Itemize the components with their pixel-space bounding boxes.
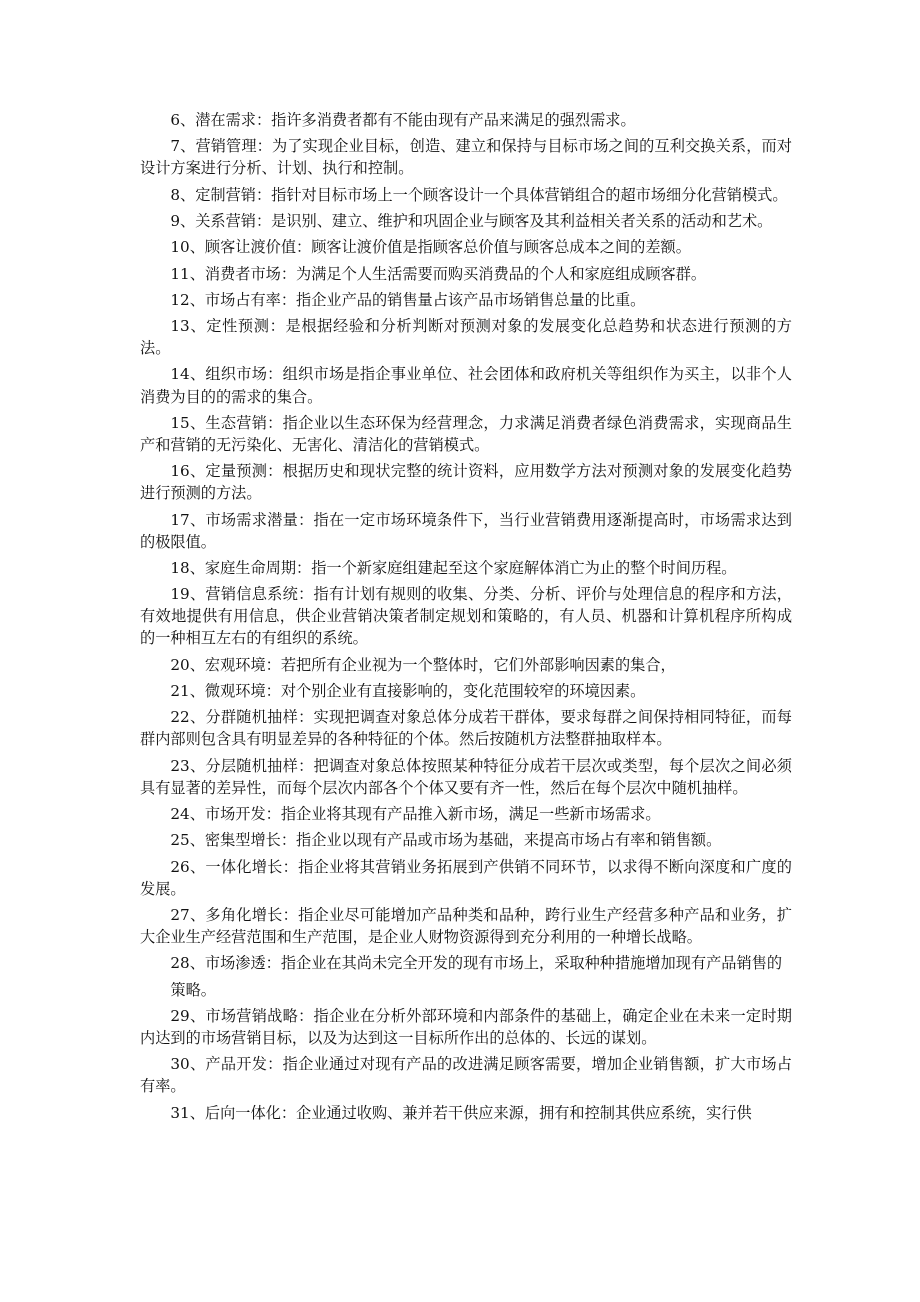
paragraph-28-continued: 策略。 [170,980,216,999]
paragraph-19: 19、营销信息系统：指有计划有规则的收集、分类、分析、评价与处理信息的程序和方法，有效地提供有用信息，供企业营销决策者制定规划和策略的，有人员、机器和计算机程序所构成的一种相互左右的有组织的系统。 [140,585,792,648]
paragraph-7: 7、营销管理：为了实现企业目标，创造、建立和保持与目标市场之间的互利交换关系，而对设计方案进行分析、计划、执行和控制。 [140,137,792,178]
paragraph-18: 18、家庭生命周期：指一个新家庭组建起至这个家庭解体消亡为止的整个时间历程。 [170,558,737,577]
paragraph-17: 17、市场需求潜量：指在一定市场环境条件下，当行业营销费用逐渐提高时，市场需求达到的极限值。 [140,510,792,551]
paragraph-15: 15、生态营销：指企业以生态环保为经营理念，力求满足消费者绿色消费需求，实现商品生产和营销的无污染化、无害化、清洁化的营销模式。 [140,413,792,454]
paragraph-10: 10、顾客让渡价值：顾客让渡价值是指顾客总价值与顾客总成本之间的差额。 [170,238,691,257]
paragraph-8: 8、定制营销：指针对目标市场上一个顾客设计一个具体营销组合的超市场细分化营销模式。 [170,185,788,204]
paragraph-21: 21、微观环境：对个别企业有直接影响的，变化范围较窄的环境因素。 [170,681,646,700]
paragraph-25: 25、密集型增长：指企业以现有产品或市场为基础，来提高市场占有率和销售额。 [170,831,722,850]
paragraph-12: 12、市场占有率：指企业产品的销售量占该产品市场销售总量的比重。 [170,290,646,309]
paragraph-31: 31、后向一体化：企业通过收购、兼并若干供应来源，拥有和控制其供应系统，实行供 [170,1103,752,1122]
paragraph-26: 26、一体化增长：指企业将其营销业务拓展到产供销不同环节，以求得不断向深度和广度的发展。 [140,857,792,898]
paragraph-24: 24、市场开发：指企业将其现有产品推入新市场，满足一些新市场需求。 [170,805,661,823]
paragraph-20: 20、宏观环境：若把所有企业视为一个整体时，它们外部影响因素的集合， [170,655,676,674]
paragraph-27: 27、多角化增长：指企业尽可能增加产品种类和品种，跨行业生产经营多种产品和业务，扩大企业生产经营范围和生产范围，是企业人财物资源得到充分利用的一种增长战略。 [140,905,792,947]
paragraph-11: 11、消费者市场：为满足个人生活需要而购买消费品的个人和家庭组成顾客群。 [170,264,707,283]
paragraph-16: 16、定量预测：根据历史和现状完整的统计资料，应用数学方法对预测对象的发展变化趋势进行预测的方法。 [140,462,792,503]
paragraph-14: 14、组织市场：组织市场是指企事业单位、社会团体和政府机关等组织作为买主，以非个人消费为目的的需求的集合。 [140,365,792,406]
paragraph-28: 28、市场渗透：指企业在其尚未完全开发的现有市场上，采取种种措施增加现有产品销售的 [170,954,783,973]
paragraph-13: 13、定性预测：是根据经验和分析判断对预测对象的发展变化总趋势和状态进行预测的方法。 [140,317,792,358]
paragraph-23: 23、分层随机抽样：把调查对象总体按照某种特征分成若干层次或类型，每个层次之间必须具有显著的差异性，而每个层次内部各个个体又要有齐一性，然后在每个层次中随机抽样。 [140,756,792,797]
paragraph-30: 30、产品开发：指企业通过对现有产品的改进满足顾客需要，增加企业销售额，扩大市场占有率。 [140,1055,792,1096]
document-body [140,109,792,1128]
paragraph-29: 29、市场营销战略：指企业在分析外部环境和内部条件的基础上，确定企业在未来一定时期内达到的市场营销目标，以及为达到这一目标所作出的总体的、长远的谋划。 [140,1006,792,1047]
paragraph-22: 22、分群随机抽样：实现把调查对象总体分成若干群体，要求每群之间保持相同特征，而每群内部则包含具有明显差异的各种特征的个体。然后按随机方法整群抽取样本。 [140,708,792,749]
paragraph-9: 9、关系营销：是识别、建立、维护和巩固企业与顾客及其利益相关者关系的活动和艺术。 [170,211,773,230]
paragraph-6: 6、潜在需求：指许多消费者都有不能由现有产品来满足的强烈需求。 [170,111,636,129]
